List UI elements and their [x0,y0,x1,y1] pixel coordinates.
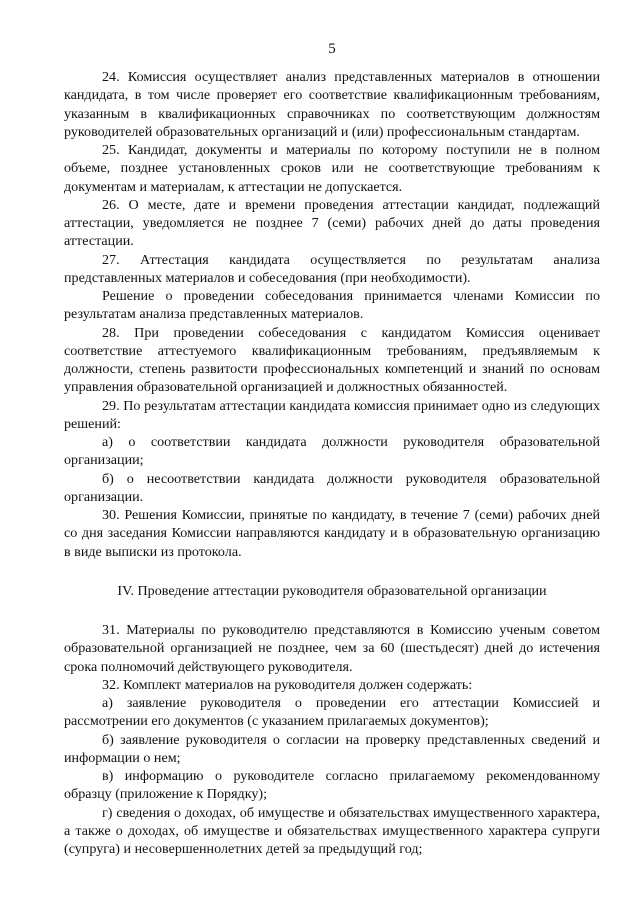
document-body [64,68,600,858]
paragraph-32-item-g: г) сведения о доходах, об имуществе и обязательствах имущественного характера, а также о доходах, об имуществе и обязательствах имущественного характера супруги (супруга) и несовершеннолетних детей за предыдущий год; [64,804,600,857]
paragraph-30: 30. Решения Комиссии, принятые по кандидату, в течение 7 (семи) рабочих дней со дня заседания Комиссии направляются кандидату и в образовательную организацию в виде выписки из протокола. [64,507,600,560]
paragraph-24: 24. Комиссия осуществляет анализ представленных материалов в отношении кандидата, в том числе проверяет его соответствие квалификационным требованиям, указанным в квалификационных справочниках по соответствующим должностям руководителей образовательных организаций и (или) профессиональным стандартам. [64,69,600,140]
paragraph-29-option-a: а) о соответствии кандидата должности руководителя образовательной организации; [64,434,600,469]
paragraph-27-interview-decision: Решение о проведении собеседования принимается членами Комиссии по результатам анализа представленных материалов. [64,288,600,323]
paragraph-27: 27. Аттестация кандидата осуществляется по результатам анализа представленных материалов и собеседования (при необходимости). [64,251,600,286]
page-number: 5 [328,41,336,57]
paragraph-28: 28. При проведении собеседования с кандидатом Комиссия оценивает соответствие аттестуемого квалификационным требованиям, предъявляемым к должности, степень развитости профессиональных компетенций и знаний по основам управления образовательной организацией и должностных обязанностей. [64,324,600,396]
paragraph-32-item-v: в) информацию о руководителе согласно прилагаемому рекомендованному образцу (приложение к Порядку); [64,768,600,803]
paragraph-29: 29. По результатам аттестации кандидата комиссия принимает одно из следующих решений: [64,397,600,432]
paragraph-32-item-b: б) заявление руководителя о согласии на проверку представленных сведений и информации о нем; [64,731,600,766]
paragraph-32: 32. Комплект материалов на руководителя должен содержать: [102,676,473,693]
paragraph-25: 25. Кандидат, документы и материалы по которому поступили не в полном объеме, позднее установленных сроков или не соответствующие требованиям к документам и материалам, к аттестации не допускается. [64,142,600,195]
paragraph-32-item-a: а) заявление руководителя о проведении его аттестации Комиссией и рассмотрении его документов (с указанием прилагаемых документов); [64,695,600,730]
paragraph-29-option-b: б) о несоответствии кандидата должности руководителя образовательной организации. [64,470,600,505]
paragraph-31: 31. Материалы по руководителю представляются в Комиссию ученым советом образовательной организацией не позднее, чем за 60 (шестьдесят) дней до истечения срока полномочий действующего руководителя. [64,622,600,675]
paragraph-26: 26. О месте, дате и времени проведения аттестации кандидат, подлежащий аттестации, уведомляется не позднее 7 (семи) рабочих дней до даты проведения аттестации. [64,196,600,250]
section-heading-iv: IV. Проведение аттестации руководителя образовательной организации [117,582,547,599]
